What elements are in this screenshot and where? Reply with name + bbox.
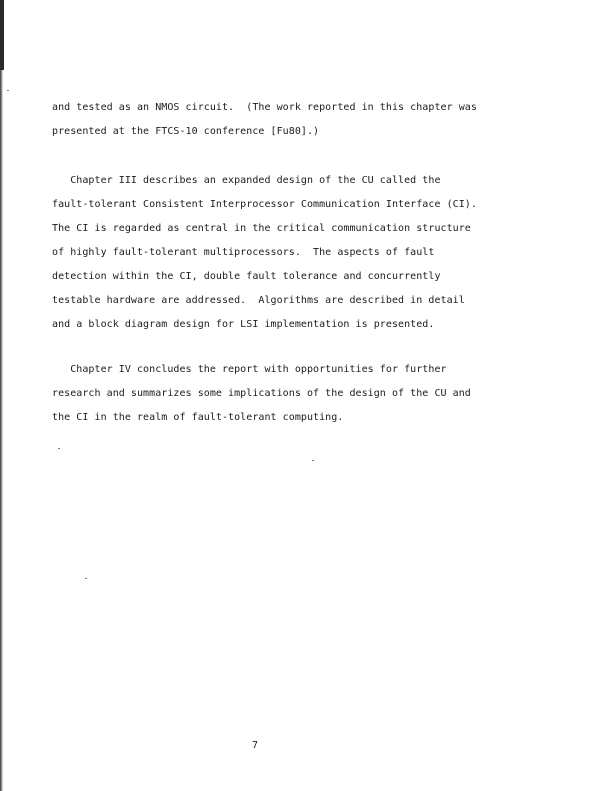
text-line: and a block diagram design for LSI implementation is presented. xyxy=(52,319,435,330)
paragraph-2 xyxy=(52,169,502,337)
scan-speck xyxy=(7,90,9,91)
paragraph-3 xyxy=(52,358,502,430)
text-line: Chapter IV concludes the report with opportunities for further xyxy=(52,364,447,375)
scan-speck xyxy=(312,460,314,461)
scan-edge xyxy=(0,0,3,791)
text-line: fault-tolerant Consistent Interprocessor Communication Interface (CI). xyxy=(52,199,477,210)
text-line: Chapter III describes an expanded design of the CU called the xyxy=(52,175,441,186)
text-line: and tested as an NMOS circuit. (The work reported in this chapter was xyxy=(52,102,477,113)
text-line: testable hardware are addressed. Algorithms are described in detail xyxy=(52,295,465,306)
text-line: detection within the CI, double fault tolerance and concurrently xyxy=(52,271,441,282)
page-number: 7 xyxy=(252,740,259,751)
scan-speck xyxy=(85,578,87,579)
text-line: the CI in the realm of fault-tolerant computing. xyxy=(52,412,344,423)
scan-edge-mark xyxy=(0,0,4,70)
text-line: of highly fault-tolerant multiprocessors. The aspects of fault xyxy=(52,247,435,258)
text-line: presented at the FTCS-10 conference [Fu80].) xyxy=(52,126,320,137)
text-line: The CI is regarded as central in the critical communication structure xyxy=(52,223,471,234)
scan-speck xyxy=(58,448,60,449)
paragraph-1 xyxy=(52,96,502,144)
text-line: research and summarizes some implications of the design of the CU and xyxy=(52,388,471,399)
